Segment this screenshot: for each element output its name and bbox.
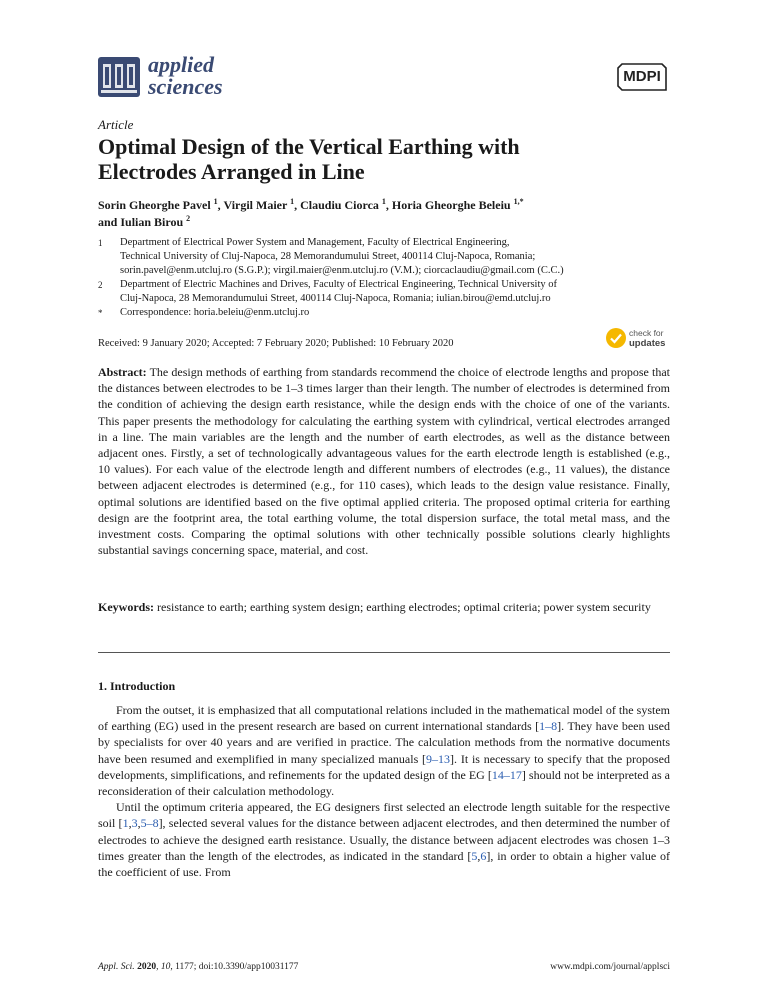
author-list: Sorin Gheorghe Pavel $^1$, Virgil Maier $^1$, Claudiu Ciorca $^1$, Horia Gheorghe Beleiu $^{1,*}$ and Iulian Birou $^2$ — [98, 197, 524, 229]
text-run: From the outset, it is emphasized that all computational relations included in the mathematical model of the system of earthing (EG) used in the present research are based on current international standards [ — [98, 703, 670, 734]
journal-name — [148, 54, 223, 98]
author-name: Claudiu Ciorca — [300, 198, 379, 212]
author-affiliation-mark: 1 — [381, 197, 386, 206]
citation-link[interactable]: 5–8 — [140, 816, 159, 831]
journal-name-line2: sciences — [148, 74, 223, 99]
author-conjunction: and — [98, 215, 118, 229]
correspondence — [98, 306, 678, 320]
citation-link[interactable]: 1 — [122, 816, 129, 831]
citation-link[interactable]: 3 — [131, 816, 138, 831]
text-run: , — [477, 848, 481, 863]
paragraph — [98, 799, 670, 880]
author-affiliation-mark: 1 — [213, 197, 218, 206]
author-name: Sorin Gheorghe Pavel — [98, 198, 211, 212]
citation-link[interactable]: 1–8 — [539, 719, 558, 734]
footer-volume: 10 — [160, 962, 171, 972]
affiliation-mark: 2 — [98, 280, 103, 290]
check-mark-icon — [606, 328, 626, 348]
abstract-label: Abstract: — [98, 365, 147, 379]
author-name: Iulian Birou — [120, 215, 184, 229]
section-divider — [98, 652, 670, 653]
check-for-label: check for — [629, 328, 664, 338]
citation-link[interactable]: 14–17 — [491, 767, 522, 782]
footer-journal: Appl. Sci. — [98, 962, 135, 972]
affiliation-1 — [98, 236, 678, 278]
article-type: Article — [98, 117, 134, 132]
abstract — [98, 364, 670, 558]
keywords-label: Keywords: — [98, 600, 154, 614]
paper-title-line2: Electrodes Arranged in Line — [98, 159, 365, 184]
author-name: Virgil Maier — [223, 198, 288, 212]
affiliation-line: Cluj-Napoca, 28 Memorandumului Street, 400114 Cluj-Napoca, Romania; iulian.birou@emd.utcluj.ro — [120, 293, 551, 304]
author-affiliation-mark: 1,* — [513, 197, 524, 206]
text-run: ] should not be interpreted as a reconsideration of their calculation methodology. — [98, 767, 670, 799]
introduction-body — [98, 702, 670, 880]
affiliation-mark: 1 — [98, 238, 103, 248]
mdpi-logo — [614, 60, 670, 94]
paper-title-line1: Optimal Design of the Vertical Earthing with — [98, 134, 520, 159]
author-affiliation-mark: 1 — [290, 197, 295, 206]
check-for-updates-badge[interactable] — [606, 328, 672, 350]
text-run: ], in order to obtain a higher value of the coefficient of use. From — [98, 848, 670, 880]
affiliation-line: Department of Electrical Power System and Management, Faculty of Electrical Engineering, — [120, 237, 510, 248]
paper-title — [98, 134, 678, 184]
author-affiliation-mark: 2 — [186, 214, 191, 223]
text-run: , — [128, 816, 132, 831]
affiliation-2 — [98, 278, 678, 306]
footer-citation: Appl. Sci. 2020, 10, 1177; doi:10.3390/app10031177 — [98, 962, 299, 972]
affiliation-line: Technical University of Cluj-Napoca, 28 Memorandumului Street, 400114 Cluj-Napoca, Romania; — [120, 251, 536, 262]
text-run: ]. It is necessary to specify that the proposed developments, simplifications, and refinements for the updated design of the EG [ — [98, 751, 670, 782]
text-run: Until the optimum criteria appeared, the EG designers first selected an electrode length suitable for the respective soil [ — [98, 800, 670, 831]
text-run: ]. They have been used by specialists for over 40 years and are verified in practice. The calculation methods from the normative documents have been resumed and exemplified in many specialized manuals [ — [98, 719, 670, 766]
keywords — [98, 599, 670, 615]
journal-name-line1: applied — [148, 52, 214, 77]
abstract-text: The design methods of earthing from standards recommend the choice of electrode lengths and propose that the distances between electrodes to be 1–3 times larger than their length. The number of electrodes is determined from the condition of achieving the design earth resistance, while the design ends with the choice of one of the variants. This paper presents the methodology for calculating the earthing system with cylindrical, vertical electrodes arranged in a line. The main variables are the length and the number of earth electrodes, as well as the distance between adjacent ones. Firstly, a set of technologically advantageous values for the earth electrode length is established (e.g., 10 values). For each value of the electrode length and different numbers of electrodes (e.g., 11 values), the distance between adjacent electrodes is determined (e.g., for 110 cases), which leads to the design value resistance. Finally, optimal solutions are identified based on the five optimal applied criteria. The proposed optimal criteria for earthing design are the footprint area, the total earthing volume, the total dispersion surface, the total metal mass, and the investment costs. Comparing the optimal solutions with other technically possible solutions clearly highlights substantial savings concerning space, material, and cost. — [98, 365, 670, 558]
citation-link[interactable]: 5 — [471, 848, 478, 863]
affiliation-line: Correspondence: horia.beleiu@enm.utcluj.ro — [120, 307, 310, 318]
updates-label: updates — [629, 338, 666, 349]
text-run: , — [137, 816, 141, 831]
text-run: ], selected several values for the distance between adjacent electrodes, and then determined the number of electrodes to achieve the designed earth resistance. Usually, the distance between adjacent electrodes was chosen 1–3 times greater than the length of the electrodes, as indicated in the standard [ — [98, 816, 670, 863]
publisher-name: MDPI — [623, 68, 661, 85]
affiliation-mark: * — [98, 308, 103, 318]
footer-year: 2020 — [137, 962, 157, 972]
affiliation-line: sorin.pavel@enm.utcluj.ro (S.G.P.); virgil.maier@enm.utcluj.ro (V.M.); ciorcaclaudiu@gmail.com (C.C.) — [120, 265, 564, 276]
section-heading: 1. Introduction — [98, 679, 176, 693]
publication-dates: Received: 9 January 2020; Accepted: 7 February 2020; Published: 10 February 2020 — [98, 338, 454, 349]
keywords-text: resistance to earth; earthing system design; earthing electrodes; optimal criteria; power system security — [157, 600, 651, 614]
journal-logo-icon — [98, 57, 140, 97]
paragraph — [98, 702, 670, 799]
footer-doi: , 1177; doi:10.3390/app10031177 — [170, 962, 299, 972]
citation-link[interactable]: 6 — [480, 848, 487, 863]
affiliation-line: Department of Electric Machines and Drives, Faculty of Electrical Engineering, Technical University of — [120, 279, 557, 290]
citation-link[interactable]: 9–13 — [426, 751, 451, 766]
footer-url[interactable]: www.mdpi.com/journal/applsci — [550, 962, 670, 972]
author-name: Horia Gheorghe Beleiu — [391, 198, 511, 212]
